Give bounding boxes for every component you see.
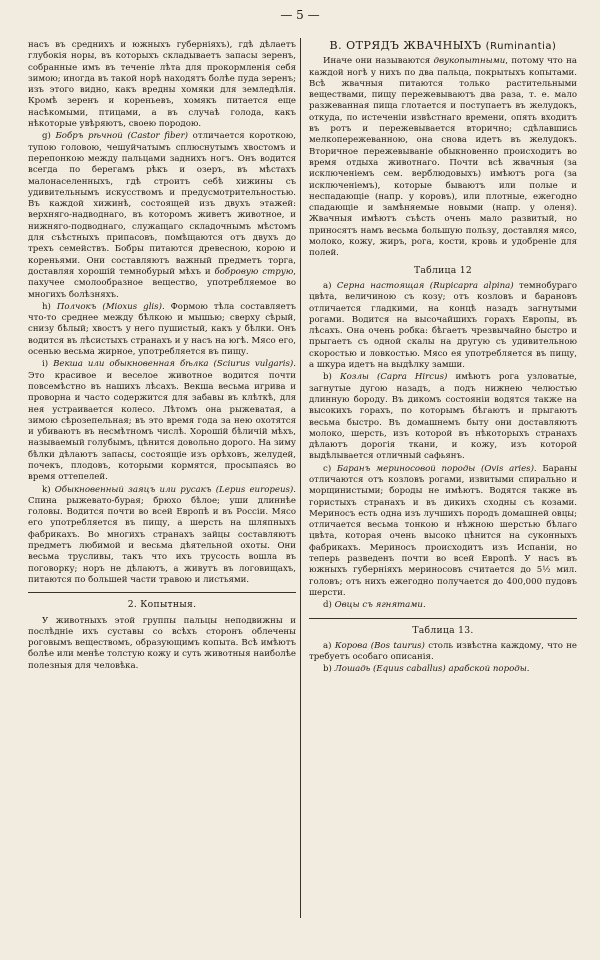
beaver-name: Бобръ рѣчной (Castor fiber)	[55, 131, 189, 142]
cow-name: Корова (Bos taurus)	[334, 640, 425, 651]
hare-name: Обыкновенный заяцъ или русакъ (Lepus europeus)	[54, 484, 294, 495]
order-title: В. ОТРЯДЪ ЖВАЧНЫХЪ (Ruminantia)	[329, 39, 557, 52]
table-13-heading: Таблица 13.	[412, 624, 474, 636]
horse-name: Лошадь (Equus caballus) арабской породы	[334, 664, 527, 675]
paragraph-hare: k) Обыкновенный заяцъ или русакъ (Lepus europeus). Спина рыжевато-бурая; брюхо бѣлое; уши длиннѣе головы. Водится почти во всей Европѣ и въ Россіи. Мясо его употребляется въ пищу, а шерсть на шляпныхъ фабрикахъ. Во многихъ странахъ зайцы составляютъ предметъ любимой и весьма дѣятельной охоты. Они весьма трусливы, такъ что ихъ трусость вошла въ поговорку; норъ не дѣлаютъ, а живутъ въ логовищахъ, питаются по большей части травою и листьями.	[28, 484, 296, 585]
squirrel-name: Векша или обыкновенная бѣлка (Sciurus vulgaris)	[53, 359, 294, 370]
paragraph-horse: b) Лошадь (Equus caballus) арабской породы.	[323, 664, 530, 675]
chamois-name: Серна настоящая (Rupicapra alpina)	[336, 280, 514, 291]
paragraph-ungulates: У животныхъ этой группы пальцы неподвижны и послѣдніе ихъ суставы со всѣхъ сторонъ облечены роговымъ веществомъ, образующимъ копыта. Всѣ имѣютъ болѣе или менѣе толстую кожу и суть животныя наиболѣе полезныя для человѣка.	[28, 615, 296, 671]
paragraph-dormouse: h) Полчокъ (Mioxus glis). Формою тѣла составляетъ что-то среднее между бѣлкою и мышью; сверху сѣрый, снизу бѣлый; хвостъ у него пушистый, какъ у бѣлки. Онъ водится въ лѣсистыхъ странахъ и у насъ на югѣ. Мясо его, осенью весьма жирное, употребляется въ пищу.	[28, 301, 296, 358]
paragraph-hamster-end: насъ въ среднихъ и южныхъ губерніяхъ), гдѣ дѣлаетъ глубокія норы, въ которыхъ складываетъ запасы зеренъ, собранные имъ въ теченіе лѣта для прокормленія себя зимою; иногда въ такой норѣ находятъ болѣе пуда зеренъ; изъ этого видно, какъ вредны хомяки для земледѣлія. Кромѣ зеренъ и кореньевъ, хомякъ питается еще насѣкомыми, птицами, а въ случаѣ голода, какъ нѣкоторые увѣряютъ, своею породою.	[28, 40, 296, 130]
dormouse-name: Полчокъ (Mioxus glis)	[56, 301, 162, 312]
paragraph-squirrel: i) Векша или обыкновенная бѣлка (Sciurus vulgaris). Это красивое и веселое животное водится почти повсемѣстно въ нашихъ лѣсахъ. Векша весьма игрива и проворна и часто содержится для забавы въ клѣткѣ, для нея устраивается колесо. Лѣтомъ она рыжеватая, а зимою сѣрозепельная; въ это время года за нею охотятся и убиваютъ въ несмѣтномъ числѣ. Хорошій бѣличій мѣхъ, называемый голубымъ, цѣнится довольно дорого. На зиму бѣлки дѣлаютъ запасы, состоящіе изъ орѣховъ, желудей, почекъ, плодовъ, которыми кормятся, просыпаясь во время оттепелей.	[28, 359, 296, 483]
castoreum-term: бобровую струю	[214, 266, 294, 277]
paragraph-sheep-lambs: d) Овцы съ ягнятами.	[323, 600, 426, 611]
paragraph-goats: b) Козлы (Capra Hircus) имѣютъ рога узловатые, загнутые дугою назадъ, а подъ нижнею челюстью длинную бороду. Въ дикомъ состояніи водятся также на высокихъ горахъ, по которымъ бѣгаютъ и прыгаютъ весьма быстро. Въ домашнемъ быту они доставляютъ молоко, шерсть, изъ которой въ нѣкоторыхъ странахъ дѣлаютъ дорогія ткани, и кожу, изъ которой выдѣлывается отличный сафьянъ.	[309, 372, 577, 462]
section-title-ungulates: 2. Копытныя.	[127, 599, 197, 611]
paragraph-merino: c) Баранъ мериносовой породы (Ovis aries). Бараны отличаются отъ козловъ рогами, извитыми спирально и морщинистыми; бороды не имѣютъ. Водятся также въ гористыхъ странахъ и въ дикихъ сходны съ козами. Мериносъ есть одна изъ лучшихъ породъ домашней овцы; отличается весьма тонкою и нѣжною шерстью бѣлаго цвѣта, которая очень высоко цѣнится на суконныхъ фабрикахъ. Мериносъ происходитъ изъ Испаніи, но теперь разведенъ почти во всей Европѣ. У насъ въ южныхъ губерніяхъ мериносовъ считается до 5½ мил. головъ; отъ нихъ ежегодно получается до 400,000 пудовъ шерсти.	[309, 463, 577, 598]
sheep-name: Овцы съ ягнятами.	[334, 600, 426, 611]
table-12-heading: Таблица 12	[413, 264, 473, 276]
column-divider	[300, 38, 301, 918]
left-column	[28, 40, 296, 673]
term-artiodactyls: двукопытными	[433, 56, 506, 67]
right-column	[309, 40, 577, 677]
paragraph-beaver: g) Бобръ рѣчной (Castor fiber) отличается короткою, тупою головою, чешуйчатымъ сплюснутымъ хвостомъ и перепонкою между пальцами заднихъ ногъ. Онъ водится всегда по берегамъ рѣкъ и озеръ, въ мѣстахъ малонаселенныхъ, гдѣ строитъ себѣ хижины съ удивительнымъ искусствомъ и предусмотрительностью. Въ каждой хижинѣ, состоящей изъ двухъ этажей: верхняго-надводнаго, въ которомъ живетъ животное, и нижняго-подводнаго, служащаго складочнымъ мѣстомъ для съѣстныхъ припасовъ, помѣщаются отъ двухъ до трехъ семействъ. Бобры питаются древесною, корою и кореньями. Они составляютъ важный предметъ торга, доставляя хорошій темнобурый мѣхъ и бобровую струю, пахучее смолообразное вещество, употребляемое во многихъ болѣзняхъ.	[28, 131, 297, 300]
table-rule	[309, 618, 577, 619]
goat-name: Козлы (Capra Hircus)	[339, 372, 448, 383]
paragraph-chamois: a) Серна настоящая (Rupicapra alpina) темнобураго цвѣта, величиною съ козу; отъ козловъ и барановъ отличается гладкими, на концѣ назадъ загнутыми рогами. Водится на высочайшихъ горахъ Европы, въ лѣсахъ. Она очень робка: бѣгаетъ чрезвычайно быстро и прыгаетъ съ одной скалы на другую съ удивительною скоростью и ловкостью. Мясо ея употребляется въ пищу, а шкура идетъ на выдѣлку замши.	[309, 280, 577, 371]
paragraph-ruminants: Иначе они называются двукопытными, потому что на каждой ногѣ у нихъ по два пальца, покрытыхъ копытами. Всѣ жвачныя питаются только растительными веществами, пищу пережевываютъ два раза, т. е. мало разжеванная пища глотается и поступаетъ въ желудокъ, откуда, по истеченіи извѣстнаго времени, опять входитъ въ ротъ и пережевывается вторично; сдѣлавшись мелкопережеванною, она снова идетъ въ желудокъ. Вторичное пережевываніе обыкновенно происходитъ во время отдыха животнаго. Почти всѣ жвачныя (за исключеніемъ сем. верблюдовыхъ) имѣютъ рога (за исключеніемъ), которые бываютъ или полые и неспадающіе (напр. у коровъ), или плотные, ежегодно спадающіе и замѣняемые новыми (напр. у оленя). Жвачныя имѣютъ съѣсть очень мало развитый, но приносятъ намъ весьма большую пользу, доставляя мясо, молоко, кожу, жиръ, рога, кости, кровь и удобреніе для полей.	[309, 56, 577, 259]
paragraph-cow: a) Корова (Bos taurus) столь извѣстна каждому, что не требуетъ особаго описанія.	[309, 640, 578, 663]
page-number: — 5 —	[280, 8, 320, 22]
section-rule	[28, 592, 296, 593]
merino-name: Баранъ мериносовой породы (Ovis aries)	[336, 463, 534, 474]
